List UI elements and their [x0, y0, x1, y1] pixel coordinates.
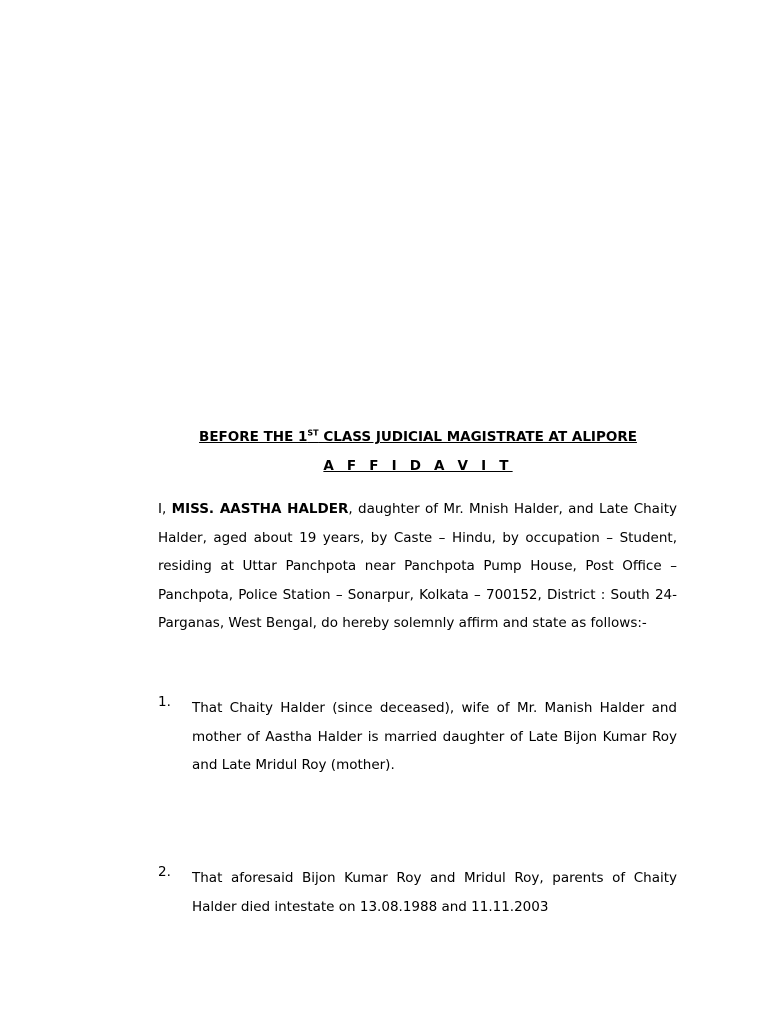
court-heading-prefix: BEFORE THE 1	[199, 429, 308, 445]
document-title: A F F I D A V I T	[323, 458, 513, 474]
court-heading-superscript: ST	[307, 428, 319, 438]
deponent-name: MISS. AASTHA HALDER	[171, 501, 349, 517]
paragraph-text: That Chaity Halder (since deceased), wife of Mr. Manish Halder and mother of Aastha Halder is married daughter of Late Bijon Kumar Roy and Late Mridul Roy (mother).	[192, 700, 677, 774]
intro-body: , daughter of Mr. Mnish Halder, and Late Chaity Halder, aged about 19 years, by Caste – Hindu, by occupation – Student, residing at Uttar Panchpota near Panchpota Pump House, Post Office – Panchpota, Police Station – Sonarpur, Kolkata – 700152, District : South 24-Parganas, West Bengal, do hereby solemnly affirm and state as follows:-	[158, 501, 677, 632]
paragraph-text: That aforesaid Bijon Kumar Roy and Mridul Roy, parents of Chaity Halder died intestate on 13.08.1988 and 11.11.2003	[192, 870, 677, 915]
paragraph-number: 2.	[158, 864, 171, 880]
paragraph-number: 1.	[158, 694, 171, 710]
intro-prefix: I,	[158, 501, 172, 517]
intro-paragraph	[158, 495, 677, 638]
court-heading-suffix: CLASS JUDICIAL MAGISTRATE AT ALIPORE	[318, 429, 637, 445]
court-heading	[158, 429, 678, 445]
